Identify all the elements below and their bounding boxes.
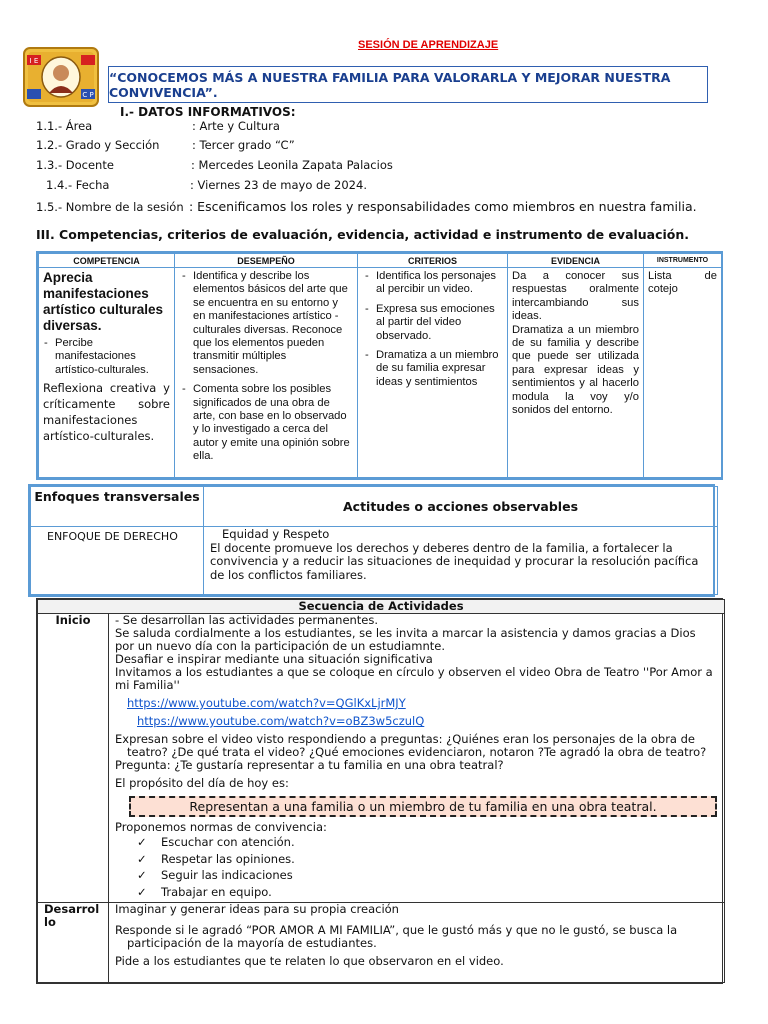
inicio-text: Expresan sobre el video visto respondiendo a preguntas: ¿Quiénes eran los personajes de la obra de teatro? ¿De qué trata el video? ¿Qué emociones evidenciaron, notaron ?Te agradó la obra de teatro? [115, 732, 707, 759]
cell-evidencia [508, 268, 644, 478]
norma-item: ✓ Seguir las indicaciones [137, 867, 718, 884]
main-title-box [108, 66, 708, 103]
evidencia-text: Dramatiza a un miembro de su familia y describe que puede ser utilizada para expresar ideas y sentimientos y al hacerlo modula la voy y/o sonidos del entorno. [512, 323, 639, 417]
inicio-text: Pregunta: ¿Te gustaría representar a tu familia en una obra teatral? [115, 758, 504, 772]
norma-item: ✓ Respetar las opiniones. [137, 851, 718, 868]
enfoques-header: Enfoques transversales [31, 487, 204, 527]
inicio-text: Invitamos a los estudiantes a que se coloque en círculo y observen el video Obra de Teatro ''Por Amor a mi Familia'' [115, 665, 713, 692]
datos-row-fecha [46, 178, 367, 192]
inicio-text: Desafiar e inspirar mediante una situación significativa [115, 652, 433, 666]
school-logo [22, 46, 100, 108]
session-title: SESIÓN DE APRENDIZAJE [358, 39, 499, 51]
inicio-content [109, 614, 725, 903]
enfoque-descripcion: El docente promueve los derechos y deberes dentro de la familia, a fortalecer la convivencia y a reducir las situaciones de inequidad y procurar la resolución pacífica de los conflictos familiares. [210, 540, 699, 582]
datos-heading: I.- DATOS INFORMATIVOS: [120, 105, 296, 119]
main-title: “CONOCEMOS MÁS A NUESTRA FAMILIA PARA VALORARLA Y MEJORAR NUESTRA CONVIVENCIA”. [109, 69, 671, 100]
enfoques-table [28, 484, 715, 597]
desarrollo-text: Imaginar y generar ideas para su propia creación [115, 902, 399, 916]
datos-row-grado [36, 138, 295, 152]
datos-label: 1.1.- Área [36, 119, 93, 133]
enfoque-name: ENFOQUE DE DERECHO [31, 527, 204, 595]
enfoque-actitudes [204, 527, 718, 595]
enfoque-valor: Equidad y Respeto [222, 527, 330, 541]
norma-item: ✓ Escuchar con atención. [137, 834, 718, 851]
inicio-text: Proponemos normas de convivencia: [115, 820, 327, 834]
criterio-item: - Identifica los personajes al percibir un video. [362, 270, 503, 297]
evidencia-text: Da a conocer sus respuestas oralmente intercambiando sus ideas. [512, 270, 639, 323]
datos-label: 1.3.- Docente [36, 158, 114, 172]
inicio-text: - Se desarrollan las actividades permanentes. [115, 613, 379, 627]
datos-row-docente [36, 158, 393, 172]
datos-label: 1.5.- Nombre de la sesión [36, 200, 184, 214]
header-instrumento: INSTRUMENTO [644, 254, 722, 268]
actitudes-header: Actitudes o acciones observables [204, 487, 718, 527]
inicio-label: Inicio [38, 614, 109, 903]
desarrollo-label: Desarrollo [38, 903, 109, 983]
criterio-item: - Expresa sus emociones al partir del video observado. [362, 303, 503, 343]
datos-value: : Mercedes Leonila Zapata Palacios [191, 158, 393, 172]
competencia-sub: - Percibe manifestaciones artístico-culturales. [43, 337, 170, 377]
norma-item: ✓ Trabajar en equipo. [137, 884, 718, 901]
section-iii-title: III. Competencias, criterios de evaluación, evidencia, actividad e instrumento de evaluación. [36, 227, 690, 242]
school-crest-icon [22, 46, 100, 108]
desarrollo-content [109, 903, 725, 983]
datos-value: : Arte y Cultura [192, 119, 280, 133]
inicio-text: Se saluda cordialmente a los estudiantes, se les invita a marcar la asistencia y damos gracias a Dios por un nuevo día con la participación de un estudiamnte. [115, 626, 696, 653]
cell-criterios [358, 268, 508, 478]
inicio-text: El propósito del día de hoy es: [115, 776, 289, 790]
datos-row-area [36, 119, 280, 133]
header-evidencia: EVIDENCIA [508, 254, 644, 268]
desarrollo-text: Responde si le agradó “POR AMOR A MI FAMILIA”, que le gustó más y que no le gustó, se busca la participación de la mayoría de estudiantes. [115, 923, 678, 950]
criterio-item: - Dramatiza a un miembro de su familia expresar ideas y sentimientos [362, 349, 503, 389]
competencia-body: Reflexiona creativa y críticamente sobre manifestaciones artístico-culturales. [43, 381, 170, 444]
cell-instrumento: Lista de cotejo [644, 268, 722, 478]
video-link-1[interactable]: https://www.youtube.com/watch?v=QGlKxLjrMJY [127, 696, 406, 710]
header-desempeno: DESEMPEÑO [175, 254, 358, 268]
header-competencia: COMPETENCIA [39, 254, 175, 268]
datos-value: : Viernes 23 de mayo de 2024. [190, 178, 367, 192]
datos-value: : Tercer grado “C” [192, 138, 295, 152]
normas-list [115, 834, 718, 900]
desempeno-item: - Comenta sobre los posibles significados de una obra de arte, con base en lo observado y lo investigado a cerca del autor y emite una opinión sobre ella. [179, 383, 353, 463]
video-link-2[interactable]: https://www.youtube.com/watch?v=oBZ3w5czulQ [137, 714, 425, 728]
cell-competencia [39, 268, 175, 478]
desempeno-item: - Identifica y describe los elementos básicos del arte que se encuentra en su entorno y en manifestaciones artístico - culturales diversas. Reconoce que los elementos pueden transmitir múltiples sensaciones. [179, 270, 353, 377]
datos-label: 1.2.- Grado y Sección [36, 138, 160, 152]
datos-value: : Escenificamos los roles y responsabilidades como miembros en nuestra familia. [189, 199, 697, 214]
purpose-box: Representan a una familia o un miembro de tu familia en una obra teatral. [129, 796, 717, 817]
competencias-table [36, 251, 723, 480]
header-criterios: CRITERIOS [358, 254, 508, 268]
datos-row-sesion [36, 199, 697, 214]
datos-label: 1.4.- Fecha [46, 178, 110, 192]
competencia-title: Aprecia manifestaciones artístico culturales diversas. [43, 270, 164, 333]
svg-text:I E: I E [29, 57, 39, 65]
cell-desempeno [175, 268, 358, 478]
secuencia-title: Secuencia de Actividades [38, 600, 725, 614]
svg-text:C P: C P [82, 91, 94, 99]
desarrollo-text: Pide a los estudiantes que te relaten lo que observaron en el video. [115, 954, 504, 968]
secuencia-table [36, 598, 723, 984]
